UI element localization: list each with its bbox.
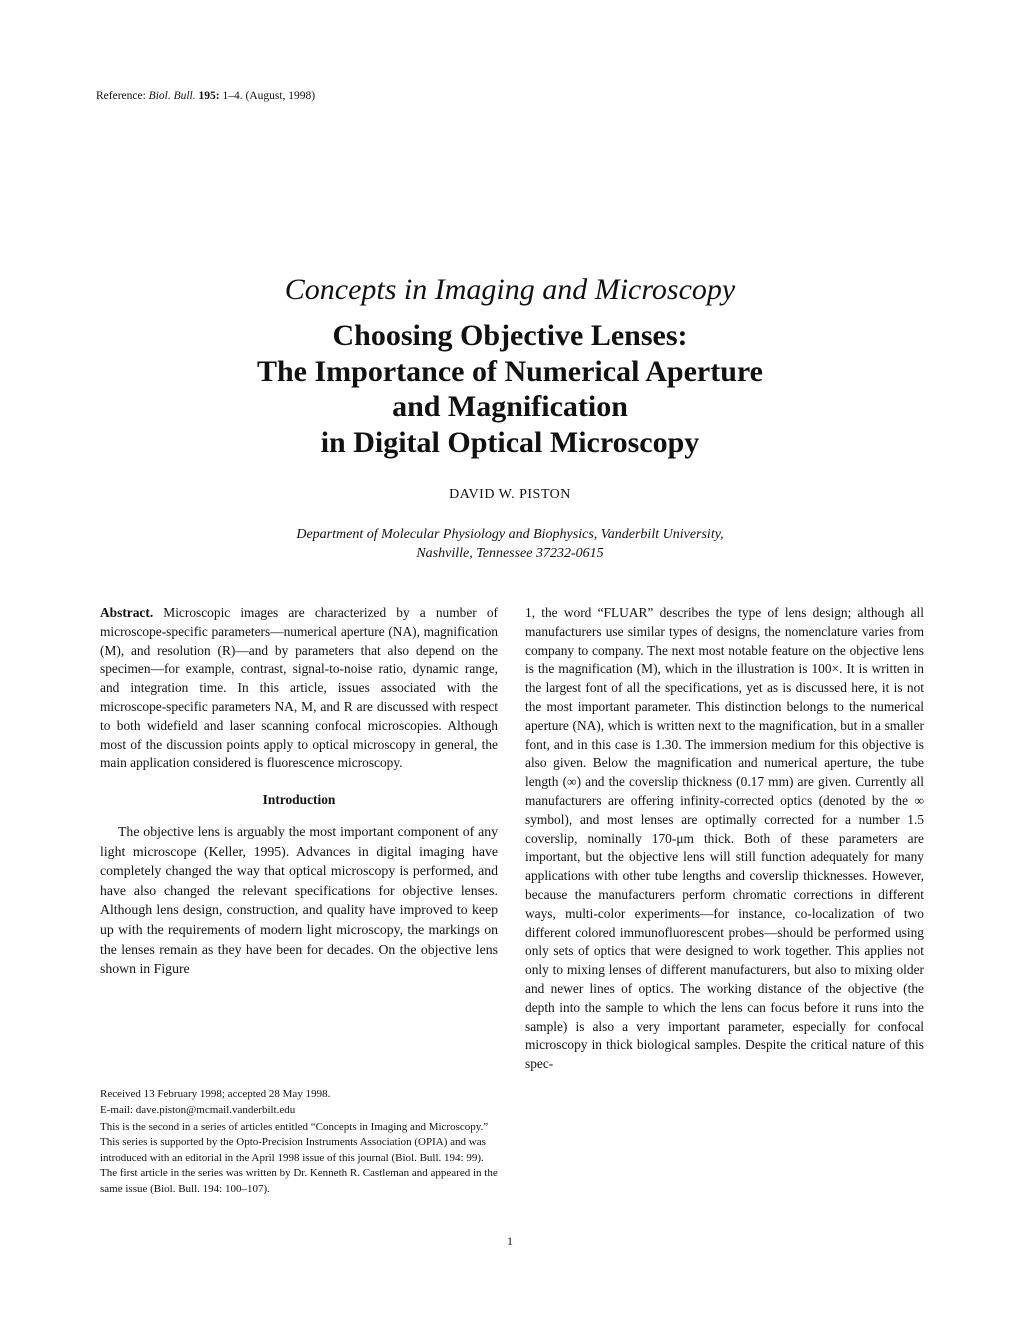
series-title: Concepts in Imaging and Microscopy: [284, 273, 736, 306]
left-column: [100, 604, 498, 979]
reference-volume: 195:: [198, 90, 220, 102]
abstract: [100, 604, 498, 773]
title-line: in Digital Optical Microscopy: [320, 425, 700, 459]
abstract-heading: Abstract.: [100, 605, 154, 620]
title-line: and Magnification: [392, 390, 628, 423]
affiliation-line: Department of Molecular Physiology and Biophysics, Vanderbilt University,: [296, 527, 724, 542]
footnote-email: E-mail: dave.piston@mcmail.vanderbilt.edu: [100, 1103, 296, 1116]
title-line: Choosing Objective Lenses:: [332, 319, 688, 352]
abstract-text: Microscopic images are characterized by a number of microscope-specific parameters—numerical aperture (NA), magnification (M), and resolution (R)—and by parameters that also depend on the specimen—for example, contrast, signal-to-noise ratio, dynamic range, and integration time. In this article, issues associated with the microscope-specific parameters NA, M, and R are discussed with respect to both widefield and laser scanning confocal microscopies. Although most of the discussion points apply to optical microscopy in general, the main application considered is fluorescence microscopy.: [100, 605, 498, 771]
right-column-text: 1, the word “FLUAR” describes the type of lens design; although all manufacturers use similar types of designs, the nomenclature varies from company to company. The next most notable feature on the objective lens is the magnification (M), which in the illustration is 100×. It is written in the largest font of all the specifications, yet as is discussed here, it is not the most important parameter. This distinction belongs to the numerical aperture (NA), which is written next to the magnification, but in a smaller font, and in this case is 1.30. The immersion medium for this objective is also given. Below the magnification and numerical aperture, the tube length (∞) and the coverslip thickness (0.17 mm) are given. Currently all manufacturers are offering infinity-corrected optics (denoted by the ∞ symbol), and most lenses are optimally corrected for a number 1.5 coverslip, nominally 170-μm thick. Both of these parameters are important, but the objective lens will still function adequately for many applications with other tube lengths and coverslip thicknesses. However, because the manufacturers perform chromatic corrections in different ways, multi-color experiments—for instance, co-localization of two different colored immunofluorescent probes—should be performed using only sets of optics that were designed to work together. This applies not only to mixing lenses of different manufacturers, but also to mixing older and newer lines of optics. The working distance of the objective (the depth into the sample to which the lens can focus before it runs into the sample) is also a very important parameter, especially for confocal microscopy in thick biological samples. Despite the critical nature of this spec-: [525, 605, 924, 1072]
title-line: The Importance of Numerical Aperture: [256, 354, 763, 388]
reference-prefix: Reference:: [96, 90, 149, 102]
affiliation: [0, 525, 1020, 563]
author-name: DAVID W. PISTON: [449, 487, 571, 502]
affiliation-line: Nashville, Tennessee 37232-0615: [416, 546, 604, 561]
introduction-text: The objective lens is arguably the most important component of any light microscope (Keller, 1995). Advances in digital imaging have completely changed the way that optical microscopy is performed, and have also changed the relevant specifications for objective lenses. Although lens design, construction, and quality have improved to keep up with the requirements of modern light microscopy, the markings on the lenses remain as they have been for decades. On the objective lens shown in Figure: [100, 823, 498, 977]
right-column: [525, 604, 924, 1074]
introduction-heading: Introduction: [262, 792, 336, 808]
reference-line: [96, 90, 315, 102]
reference-journal: Biol. Bull.: [148, 90, 196, 102]
footnote-series: This is the second in a series of articles entitled “Concepts in Imaging and Microscopy.” This series is supported by the Opto-Precision Instruments Association (OPIA) and was introduced with an editorial in the April 1998 issue of this journal (Biol. Bull. 194: 99). The first article in the series was written by Dr. Kenneth R. Castleman and appeared in the same issue (Biol. Bull. 194: 100–107).: [100, 1120, 498, 1195]
page-number: 1: [507, 1234, 513, 1248]
reference-pages: 1–4. (August, 1998): [219, 90, 316, 102]
footnotes: [100, 1087, 498, 1198]
footnote-received: Received 13 February 1998; accepted 28 May 1998.: [100, 1088, 331, 1100]
article-title: [0, 318, 1020, 460]
